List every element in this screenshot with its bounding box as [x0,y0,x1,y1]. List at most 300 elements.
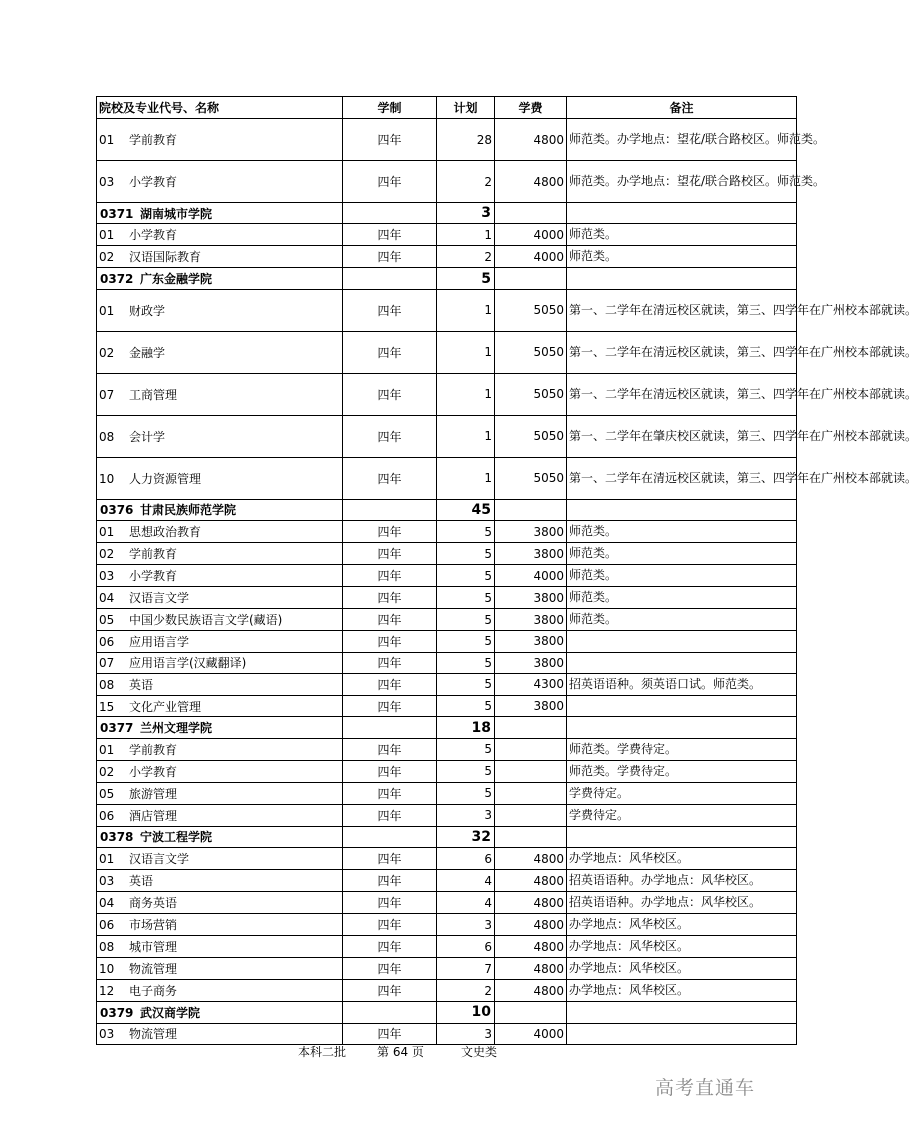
school-name: 湖南城市学院 [140,206,213,221]
major-plan: 5 [437,565,495,587]
major-duration: 四年 [343,782,437,804]
major-note: 第一、二学年在清远校区就读，第三、四学年在广州校本部就读。 [567,373,797,415]
major-cell [97,415,343,457]
school-code: 0376 [100,503,134,518]
major-plan: 1 [437,224,495,246]
major-fee [495,782,567,804]
table-row [97,695,797,716]
school-fee-cell [495,499,567,520]
major-cell [97,587,343,609]
major-note: 办学地点：风华校区。 [567,958,797,980]
header-note: 备注 [567,97,797,119]
major-name: 金融学 [129,345,166,360]
major-name: 学前教育 [129,547,178,562]
school-fee-cell [495,717,567,738]
major-code: 01 [99,525,115,540]
major-duration: 四年 [343,804,437,826]
school-name-cell [97,826,343,847]
major-duration: 四年 [343,631,437,652]
major-fee: 4800 [495,914,567,936]
major-name: 工商管理 [129,387,178,402]
school-note-cell [567,826,797,847]
major-code: 01 [99,303,115,318]
major-name: 城市管理 [129,940,178,955]
table-row [97,1023,797,1044]
table-row [97,631,797,652]
table-row [97,521,797,543]
school-name: 广东金融学院 [140,272,213,287]
major-note: 师范类。 [567,609,797,631]
school-row [97,1002,797,1023]
school-code: 0377 [100,721,134,736]
major-fee: 5050 [495,457,567,499]
major-cell [97,543,343,565]
major-cell [97,289,343,331]
major-duration: 四年 [343,870,437,892]
major-plan: 1 [437,457,495,499]
major-note: 第一、二学年在清远校区就读，第三、四学年在广州校本部就读。 [567,289,797,331]
major-name: 小学教育 [129,175,178,189]
major-plan: 4 [437,892,495,914]
major-plan: 28 [437,119,495,161]
school-note-cell [567,1002,797,1023]
major-cell [97,782,343,804]
major-fee: 3800 [495,631,567,652]
major-duration: 四年 [343,914,437,936]
major-plan: 5 [437,760,495,782]
major-fee: 3800 [495,587,567,609]
major-cell [97,246,343,268]
school-fee-cell [495,268,567,289]
major-duration: 四年 [343,373,437,415]
major-fee [495,738,567,760]
major-cell [97,631,343,652]
major-duration: 四年 [343,673,437,695]
major-duration: 四年 [343,609,437,631]
major-duration: 四年 [343,1023,437,1044]
table-row [97,161,797,203]
major-name: 汉语言文学 [129,591,190,606]
major-cell [97,936,343,958]
major-code: 07 [99,656,115,671]
major-code: 05 [99,613,115,628]
major-name: 应用语言学(汉藏翻译) [129,656,247,671]
major-note: 师范类。 [567,543,797,565]
major-fee: 5050 [495,331,567,373]
major-cell [97,373,343,415]
major-plan: 5 [437,631,495,652]
major-duration: 四年 [343,695,437,716]
major-plan: 5 [437,521,495,543]
major-name: 物流管理 [129,962,178,977]
major-note: 第一、二学年在清远校区就读，第三、四学年在广州校本部就读。 [567,457,797,499]
table-row [97,804,797,826]
major-code: 01 [99,742,115,757]
major-code: 02 [99,250,115,265]
school-duration-cell [343,826,437,847]
major-plan: 2 [437,246,495,268]
major-plan: 5 [437,543,495,565]
major-note [567,631,797,652]
major-note: 招英语语种。办学地点：风华校区。 [567,870,797,892]
major-fee [495,760,567,782]
major-cell [97,738,343,760]
school-duration-cell [343,1002,437,1023]
major-note: 师范类。 [567,565,797,587]
major-note: 师范类。办学地点：望花/联合路校区。师范类。 [567,161,797,203]
major-plan: 5 [437,609,495,631]
major-fee: 3800 [495,521,567,543]
major-name: 中国少数民族语言文学(藏语) [129,613,283,628]
school-name: 武汉商学院 [140,1005,201,1020]
school-code: 0378 [100,830,134,845]
major-cell [97,980,343,1002]
major-cell [97,521,343,543]
header-fee: 学费 [495,97,567,119]
major-plan: 2 [437,161,495,203]
major-note: 办学地点：风华校区。 [567,936,797,958]
major-cell [97,565,343,587]
school-note-cell [567,203,797,224]
table-row [97,119,797,161]
major-fee: 4800 [495,892,567,914]
table-row [97,587,797,609]
major-duration: 四年 [343,415,437,457]
major-note: 师范类。学费待定。 [567,738,797,760]
major-note [567,652,797,673]
major-duration: 四年 [343,161,437,203]
major-name: 人力资源管理 [129,471,202,486]
table-row [97,870,797,892]
table-row [97,609,797,631]
major-code: 04 [99,896,115,911]
major-cell [97,609,343,631]
major-fee: 4800 [495,848,567,870]
header-name: 院校及专业代号、名称 [97,97,343,119]
major-cell [97,457,343,499]
major-plan: 5 [437,652,495,673]
major-note: 第一、二学年在清远校区就读，第三、四学年在广州校本部就读。 [567,331,797,373]
school-name: 宁波工程学院 [140,830,213,845]
table-row [97,543,797,565]
major-fee: 3800 [495,695,567,716]
major-plan: 1 [437,331,495,373]
major-plan: 5 [437,738,495,760]
school-duration-cell [343,203,437,224]
major-code: 08 [99,429,115,444]
major-note: 学费待定。 [567,782,797,804]
major-code: 02 [99,547,115,562]
table-row [97,738,797,760]
major-code: 06 [99,918,115,933]
major-plan: 5 [437,587,495,609]
school-name: 甘肃民族师范学院 [140,503,237,518]
major-code: 08 [99,940,115,955]
major-note: 办学地点：风华校区。 [567,980,797,1002]
major-code: 04 [99,591,115,606]
school-note-cell [567,499,797,520]
major-plan: 5 [437,782,495,804]
major-code: 03 [99,569,115,584]
major-cell [97,695,343,716]
major-note: 第一、二学年在肇庆校区就读，第三、四学年在广州校本部就读。 [567,415,797,457]
major-duration: 四年 [343,521,437,543]
school-name-cell [97,203,343,224]
major-duration: 四年 [343,980,437,1002]
major-fee: 5050 [495,415,567,457]
major-plan: 5 [437,695,495,716]
major-code: 03 [99,175,115,189]
table-row [97,782,797,804]
major-cell [97,1023,343,1044]
major-duration: 四年 [343,892,437,914]
major-duration: 四年 [343,652,437,673]
major-duration: 四年 [343,246,437,268]
major-duration: 四年 [343,936,437,958]
major-fee: 4000 [495,1023,567,1044]
major-plan: 5 [437,673,495,695]
major-plan: 2 [437,980,495,1002]
major-note [567,1023,797,1044]
major-name: 会计学 [129,429,166,444]
major-fee: 3800 [495,543,567,565]
table-row [97,980,797,1002]
major-duration: 四年 [343,565,437,587]
major-cell [97,914,343,936]
major-plan: 1 [437,373,495,415]
major-cell [97,870,343,892]
admissions-table [96,96,917,1045]
school-fee-cell [495,203,567,224]
major-name: 物流管理 [129,1027,178,1042]
major-code: 01 [99,228,115,243]
major-plan: 7 [437,958,495,980]
major-note: 招英语语种。须英语口试。师范类。 [567,673,797,695]
major-fee: 5050 [495,373,567,415]
major-note: 师范类。学费待定。 [567,760,797,782]
major-name: 学前教育 [129,742,178,757]
major-fee: 5050 [495,289,567,331]
major-code: 07 [99,387,115,402]
major-fee: 4000 [495,565,567,587]
school-row [97,268,797,289]
table-header-row [97,97,797,119]
major-cell [97,760,343,782]
major-name: 英语 [129,874,154,889]
major-fee: 3800 [495,652,567,673]
major-duration: 四年 [343,224,437,246]
school-note-cell [567,268,797,289]
major-fee: 4800 [495,936,567,958]
school-total: 18 [437,717,495,738]
major-duration: 四年 [343,958,437,980]
school-name-cell [97,1002,343,1023]
school-name-cell [97,268,343,289]
major-name: 应用语言学 [129,634,190,649]
major-cell [97,652,343,673]
major-code: 01 [99,852,115,867]
school-row [97,717,797,738]
school-row [97,203,797,224]
major-duration: 四年 [343,457,437,499]
major-code: 03 [99,874,115,889]
major-code: 01 [99,133,115,147]
major-plan: 6 [437,848,495,870]
major-plan: 1 [437,415,495,457]
major-note: 师范类。 [567,521,797,543]
major-code: 12 [99,984,115,999]
table-row [97,289,797,331]
table-row [97,914,797,936]
major-code: 10 [99,471,115,486]
major-name: 思想政治教育 [129,525,202,540]
table-row [97,373,797,415]
major-name: 学前教育 [129,133,178,147]
major-note: 师范类。 [567,246,797,268]
watermark: 高考直通车 [655,1077,756,1099]
major-fee: 4800 [495,161,567,203]
major-name: 英语 [129,677,154,692]
major-code: 06 [99,808,115,823]
table-row [97,936,797,958]
footer-page: 第 64 页 [377,1045,424,1059]
school-duration-cell [343,717,437,738]
major-note: 师范类。 [567,224,797,246]
major-plan: 3 [437,1023,495,1044]
major-name: 财政学 [129,303,166,318]
table-row [97,457,797,499]
major-fee: 4800 [495,958,567,980]
major-note: 办学地点：风华校区。 [567,848,797,870]
major-duration: 四年 [343,587,437,609]
major-plan: 1 [437,289,495,331]
table-row [97,673,797,695]
school-fee-cell [495,1002,567,1023]
school-row [97,499,797,520]
major-duration: 四年 [343,848,437,870]
major-cell [97,673,343,695]
major-duration: 四年 [343,289,437,331]
major-name: 电子商务 [129,984,178,999]
major-code: 02 [99,345,115,360]
table-row [97,565,797,587]
major-fee: 3800 [495,609,567,631]
major-duration: 四年 [343,119,437,161]
major-duration: 四年 [343,760,437,782]
major-code: 05 [99,786,115,801]
major-code: 03 [99,1027,115,1042]
major-name: 酒店管理 [129,808,178,823]
major-name: 小学教育 [129,764,178,779]
major-code: 10 [99,962,115,977]
major-fee: 4000 [495,246,567,268]
major-plan: 4 [437,870,495,892]
major-cell [97,224,343,246]
school-name-cell [97,499,343,520]
major-note: 招英语语种。办学地点：风华校区。 [567,892,797,914]
major-fee: 4000 [495,224,567,246]
major-name: 文化产业管理 [129,699,202,714]
table-row [97,958,797,980]
school-name-cell [97,717,343,738]
major-cell [97,161,343,203]
major-note: 师范类。 [567,587,797,609]
major-plan: 3 [437,914,495,936]
major-code: 02 [99,764,115,779]
footer-batch: 本科二批 [298,1045,347,1059]
school-code: 0372 [100,272,134,287]
major-note: 学费待定。 [567,804,797,826]
table-row [97,415,797,457]
school-total: 3 [437,203,495,224]
school-total: 45 [437,499,495,520]
major-cell [97,892,343,914]
school-total: 5 [437,268,495,289]
school-duration-cell [343,268,437,289]
table-row [97,892,797,914]
school-total: 10 [437,1002,495,1023]
table-row [97,224,797,246]
major-cell [97,958,343,980]
major-fee: 4800 [495,870,567,892]
footer-category: 文史类 [461,1045,498,1059]
major-name: 小学教育 [129,569,178,584]
header-duration: 学制 [343,97,437,119]
school-fee-cell [495,826,567,847]
school-name: 兰州文理学院 [140,721,213,736]
major-note: 办学地点：风华校区。 [567,914,797,936]
major-duration: 四年 [343,543,437,565]
major-fee: 4300 [495,673,567,695]
major-cell [97,119,343,161]
major-code: 08 [99,677,115,692]
table-row [97,331,797,373]
major-code: 15 [99,699,115,714]
table-body [97,119,917,1045]
major-name: 汉语言文学 [129,852,190,867]
major-name: 小学教育 [129,228,178,243]
major-name: 汉语国际教育 [129,250,202,265]
school-code: 0379 [100,1005,134,1020]
school-code: 0371 [100,206,134,221]
school-total: 32 [437,826,495,847]
major-duration: 四年 [343,738,437,760]
major-duration: 四年 [343,331,437,373]
table-row [97,246,797,268]
table-row [97,848,797,870]
major-plan: 6 [437,936,495,958]
school-duration-cell [343,499,437,520]
table-row [97,760,797,782]
major-note [567,695,797,716]
major-cell [97,331,343,373]
major-name: 旅游管理 [129,786,178,801]
major-plan: 3 [437,804,495,826]
table-row [97,652,797,673]
major-name: 商务英语 [129,896,178,911]
major-name: 市场营销 [129,918,178,933]
header-plan: 计划 [437,97,495,119]
school-row [97,826,797,847]
major-fee: 4800 [495,980,567,1002]
major-fee: 4800 [495,119,567,161]
major-cell [97,848,343,870]
major-fee [495,804,567,826]
major-cell [97,804,343,826]
major-note: 师范类。办学地点：望花/联合路校区。师范类。 [567,119,797,161]
school-note-cell [567,717,797,738]
major-code: 06 [99,634,115,649]
